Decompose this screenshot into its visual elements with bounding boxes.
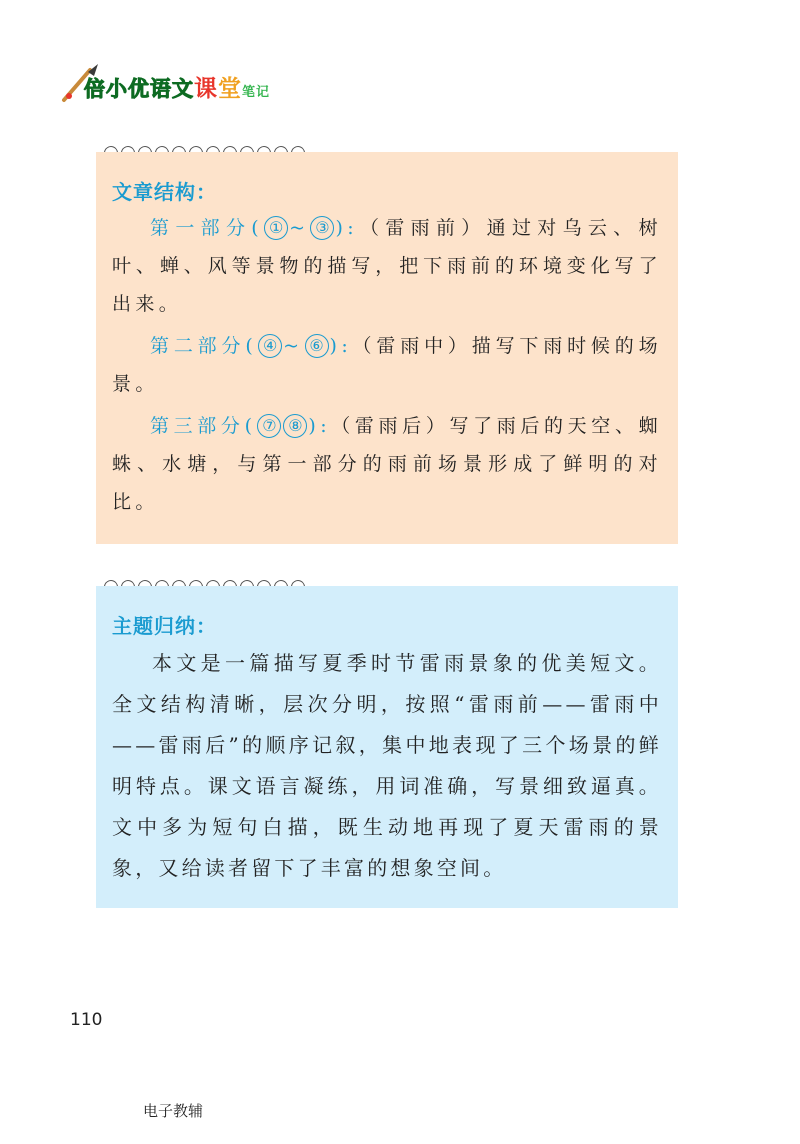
theme-title: 主题归纳： [112, 614, 217, 638]
brand-title: 倍小优语文课堂笔记 [84, 76, 271, 102]
part-label: 第三部分( ⑦ ⑧ ): [150, 415, 332, 437]
footer-watermark: 电子教辅 [143, 1102, 204, 1120]
structure-part-1: 第一部分( ① ~ ③ ):（雷雨前）通过对乌云、树叶、蝉、风等景物的描写，把下雨前的环境变化写了出来。 [112, 217, 662, 315]
part-label: 第二部分( ④ ~ ⑥ ): [150, 335, 353, 357]
part-label: 第一部分( ① ~ ③ ): [150, 217, 359, 239]
structure-box [96, 152, 678, 544]
brand-header [60, 62, 320, 106]
theme-box [96, 586, 678, 908]
page-number: 110 [70, 1010, 103, 1030]
structure-title: 文章结构： [112, 180, 217, 204]
structure-part-2: 第二部分( ④ ~ ⑥ ):（雷雨中）描写下雨时候的场景。 [112, 335, 663, 395]
theme-text: 本文是一篇描写夏季时节雷雨景象的优美短文。全文结构清晰，层次分明，按照“雷雨前——雷雨中——雷雨后”的顺序记叙，集中地表现了三个场景的鲜明特点。课文语言凝练，用词准确，写景细致逼真。文中多为短句白描，既生动地再现了夏天雷雨的景象，又给读者留下了丰富的想象空间。 [112, 651, 662, 880]
structure-part-3: 第三部分( ⑦ ⑧ ):（雷雨后）写了雨后的天空、蜘蛛、水塘，与第一部分的雨前场景形成了鲜明的对比。 [112, 415, 662, 513]
